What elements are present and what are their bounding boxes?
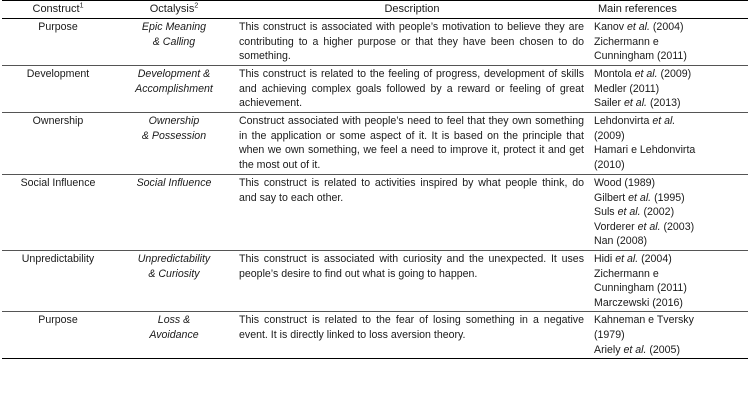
reference-line [594,143,744,158]
reference-author: Suls [594,206,618,219]
octalysis-line: & Possession [141,129,207,142]
table-row [2,113,748,175]
reference-line [594,252,744,267]
references-cell [590,19,748,66]
header-construct: Construct$^1$ [2,1,114,19]
reference-line [594,313,744,328]
references-cell [590,175,748,251]
reference-etal: et al. [637,220,661,233]
description-cell: This construct is related to the feeling of progress, development of skills and achieving complex goals followed by a reward or feeling of great achievement. [234,66,590,113]
description-cell: Construct associated with people’s need to feel that they own something in the application or some aspect of it. It is based on the principle that when we own something, we feel a need to improve it, protect it and get the most out of it. [234,113,590,175]
reference-author: Montola [594,68,635,80]
reference-line [594,96,744,111]
construct-cell: Development [2,66,114,113]
reference-etal: et al. [623,343,647,356]
reference-author: Nan (2008) [594,235,647,248]
reference-author: Kanov [594,21,627,33]
reference-line [594,35,744,50]
octalysis-line: Development & [137,68,211,80]
references-cell [590,312,748,359]
header-references: Main references [590,1,748,19]
reference-etal: et al. [624,97,647,110]
reference-year: (2004) [649,21,684,33]
reference-line [594,220,744,235]
reference-line [594,20,744,35]
header-description: Description [234,1,590,19]
reference-year: (2013) [647,97,681,110]
reference-line [594,176,744,191]
reference-author: Cunningham (2011) [594,50,687,63]
octalysis-cell [114,113,234,175]
octalysis-cell [114,66,234,113]
reference-author: Gilbert [594,191,629,204]
reference-author: Kahneman e Tversky [594,314,694,327]
octalysis-line: Avoidance [149,328,199,341]
reference-author: (2009) [594,129,625,142]
reference-year: (2005) [646,343,680,356]
reference-line [594,129,744,144]
header-octalysis: Octalysis$^2$ [114,1,234,19]
description-cell: This construct is related to the fear of losing something in a negative event. It is directly linked to loss aversion theory. [234,312,590,359]
reference-year: (2004) [638,253,672,265]
reference-line [594,234,744,249]
reference-author: Zichermann e [594,267,659,280]
construct-cell: Ownership [2,113,114,175]
references-cell [590,251,748,312]
reference-line [594,267,744,282]
reference-line [594,49,744,64]
octalysis-line: & Curiosity [148,267,200,280]
reference-author: Lehdonvirta [594,115,653,127]
reference-author: Hidi [594,253,616,265]
reference-author: (2010) [594,158,625,171]
reference-author: Cunningham (2011) [594,282,687,295]
reference-line [594,67,744,82]
reference-author: Hamari e Lehdonvirta [594,144,696,157]
reference-author: Ariely [594,343,624,356]
reference-year: (1995) [651,191,685,204]
octalysis-cell [114,175,234,251]
constructs-table [2,0,748,359]
reference-author: Vorderer [594,220,638,233]
octalysis-line: Social Influence [136,177,212,189]
reference-line [594,191,744,206]
references-cell [590,113,748,175]
reference-etal: et al. [628,191,652,204]
table-row [2,19,748,66]
reference-year: (2003) [660,220,695,233]
reference-author: Zichermann e [594,35,659,48]
footnote-marker-1: 1 [79,2,84,10]
table-row [2,175,748,251]
reference-etal: et al. [617,206,641,219]
reference-author: (1979) [594,328,625,341]
table-row [2,312,748,359]
header-row [2,1,748,19]
reference-author: Medler (2011) [594,82,660,95]
table-row [2,66,748,113]
reference-year: (2009) [657,68,692,80]
reference-line [594,82,744,97]
reference-author: Marczewski (2016) [594,296,683,309]
reference-line [594,114,744,129]
octalysis-cell [114,251,234,312]
octalysis-line: Accomplishment [135,82,213,95]
octalysis-line: & Calling [152,35,196,48]
reference-line [594,328,744,343]
octalysis-cell [114,19,234,66]
references-cell [590,66,748,113]
reference-etal: et al. [626,21,650,33]
description-cell: This construct is associated with people’s motivation to believe they are contributing to a higher purpose or that they have been chosen to do something. [234,19,590,66]
construct-cell: Purpose [2,312,114,359]
reference-line [594,281,744,296]
reference-line [594,296,744,311]
octalysis-cell [114,312,234,359]
reference-line [594,343,744,358]
reference-line [594,205,744,220]
octalysis-line: Unpredictability [137,253,211,265]
construct-cell: Social Influence [2,175,114,251]
reference-etal: et al. [634,68,658,80]
octalysis-line: Loss & [157,314,191,327]
reference-etal: et al. [615,253,639,265]
table-row [2,251,748,312]
reference-etal: et al. [652,115,676,127]
reference-author: Wood (1989) [594,177,656,189]
reference-year: (2002) [640,206,675,219]
octalysis-line: Ownership [148,115,200,127]
octalysis-line: Epic Meaning [141,21,207,33]
description-cell: This construct is associated with curiosity and the unexpected. It uses people’s desire to find out what is going to happen. [234,251,590,312]
footnote-marker-2: 2 [194,2,199,10]
description-cell: This construct is related to activities inspired by what people think, do and say to each other. [234,175,590,251]
construct-cell: Purpose [2,19,114,66]
construct-cell: Unpredictability [2,251,114,312]
reference-line [594,158,744,173]
reference-author: Sailer [594,97,625,110]
